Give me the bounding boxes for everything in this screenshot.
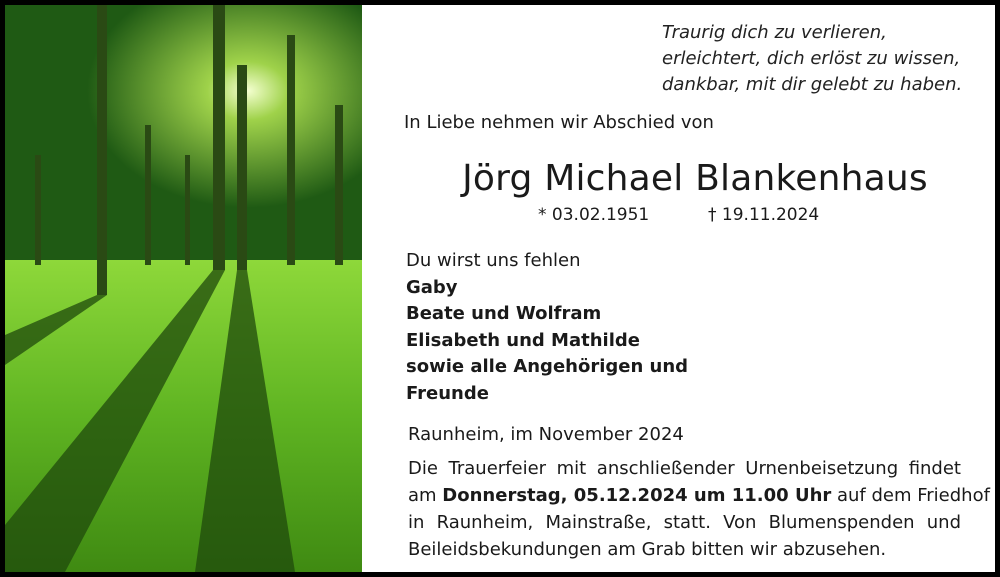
intro-text: In Liebe nehmen wir Abschied von	[404, 112, 714, 133]
ceremony-line: Die Trauerfeier mit anschließender Urnenbeisetzung findet	[408, 458, 961, 479]
family-member: Elisabeth und Mathilde	[406, 329, 640, 351]
quote	[662, 20, 962, 98]
family-intro: Du wirst uns fehlen	[406, 250, 581, 271]
family-list	[406, 248, 688, 407]
quote-line: dankbar, mit dir gelebt zu haben.	[662, 74, 963, 95]
family-member: Beate und Wolfram	[406, 303, 602, 324]
death-date: † 19.11.2024	[708, 205, 820, 225]
obituary-notice	[5, 5, 995, 572]
quote-line: Traurig dich zu verlieren,	[662, 22, 887, 43]
ceremony-text: am	[408, 485, 443, 506]
ceremony-date-time: Donnerstag, 05.12.2024 um 11.00 Uhr	[442, 485, 832, 506]
place-date: Raunheim, im November 2024	[408, 424, 684, 445]
family-member: sowie alle Angehörigen und	[406, 356, 689, 377]
ceremony-text: auf dem Friedhof	[831, 485, 990, 506]
birth-date: * 03.02.1951	[538, 205, 650, 225]
deceased-name: Jörg Michael Blankenhaus	[462, 158, 928, 199]
park-trees-photo	[5, 5, 362, 572]
ceremony-line	[408, 482, 990, 509]
ceremony-line: Beileidsbekundungen am Grab bitten wir abzusehen.	[408, 539, 887, 560]
family-member: Freunde	[406, 382, 489, 404]
ceremony-info	[408, 455, 990, 563]
quote-line: erleichtert, dich erlöst zu wissen,	[662, 48, 961, 69]
ceremony-line: in Raunheim, Mainstraße, statt. Von Blumenspenden und	[408, 512, 961, 533]
family-member: Gaby	[406, 276, 458, 298]
